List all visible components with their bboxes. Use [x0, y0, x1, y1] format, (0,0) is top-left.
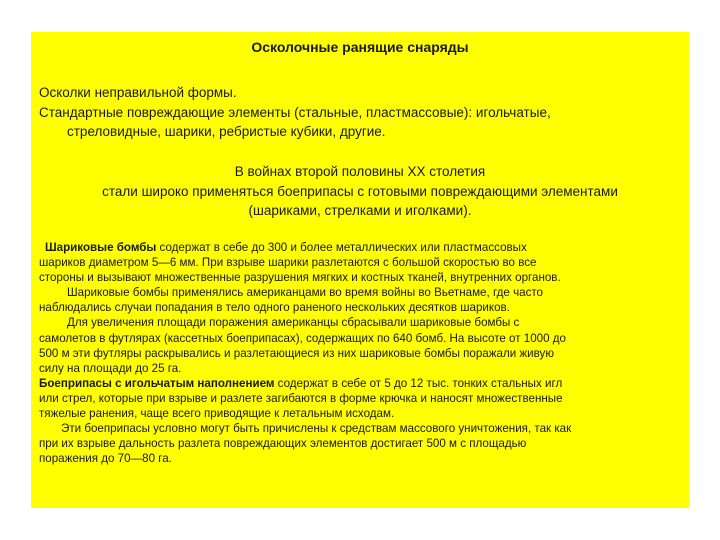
paragraph-ball-bombs: [39, 240, 684, 255]
intro-line: Стандартные повреждающие элементы (стальные, пластмассовые): игольчатые,: [39, 104, 551, 120]
paragraph-needle-munitions: [39, 376, 684, 391]
body-line: тяжелые ранения, чаще всего приводящие к летальным исходам.: [39, 407, 395, 421]
body-line: шариков диаметром 5—6 мм. При взрыве шарики разлетаются с большой скоростью во все: [39, 256, 537, 270]
slide-panel: [31, 32, 689, 508]
term-needle-munitions: Боеприпасы с игольчатым наполнением: [39, 376, 275, 390]
body-line: самолетов в футлярах (кассетных боеприпасах), содержащих по 640 бомб. На высоте от 1000 до: [39, 331, 566, 345]
body-line: Шариковые бомбы применялись американцами во время войны во Вьетнаме, где часто: [67, 286, 543, 300]
intro-line: Осколки неправильной формы.: [39, 85, 237, 100]
body-line: поражения до 70—80 га.: [39, 452, 172, 466]
highlight-line: (шариками, стрелками и иголками).: [248, 203, 472, 218]
body-line: Для увеличения площади поражения американцы сбрасывали шариковые бомбы с: [67, 316, 520, 330]
term-ball-bombs: Шариковые бомбы: [45, 241, 157, 254]
intro-line: стреловидные, шарики, ребристые кубики, другие.: [67, 124, 386, 139]
body-line: 500 м эти футляры раскрывались и разлетающиеся из них шариковые бомбы поражали живую: [39, 346, 555, 360]
body-line: содержат в себе от 5 до 12 тыс. тонких стальных игл: [274, 376, 563, 390]
body-line: стороны и вызывают множественные разрушения мягких и костных тканей, внутренних органов.: [39, 271, 561, 285]
body-line: содержат в себе до 300 и более металлических или пластмассовых: [156, 241, 527, 254]
slide-title: Осколочные ранящие снаряды: [251, 39, 469, 55]
intro-block: [39, 83, 679, 142]
body-text: [39, 240, 684, 466]
highlight-line: стали широко применяться боеприпасы с готовыми повреждающими элементами: [102, 183, 618, 199]
highlight-line: В войнах второй половины XX столетия: [234, 164, 486, 179]
body-line: наблюдались случаи попадания в тело одного раненого нескольких десятков шариков.: [39, 301, 510, 315]
body-line: Эти боеприпасы условно могут быть причислены к средствам массового уничтожения, так как: [61, 422, 572, 436]
body-line: при их взрыве дальность разлета повреждающих элементов достигает 500 м с площадью: [39, 437, 527, 451]
body-line: силу на площади до 25 га.: [39, 361, 182, 375]
highlight-block: [31, 162, 689, 221]
body-line: или стрел, которые при взрыве и разлете загибаются в форме крючка и наносят множественные: [39, 391, 563, 405]
